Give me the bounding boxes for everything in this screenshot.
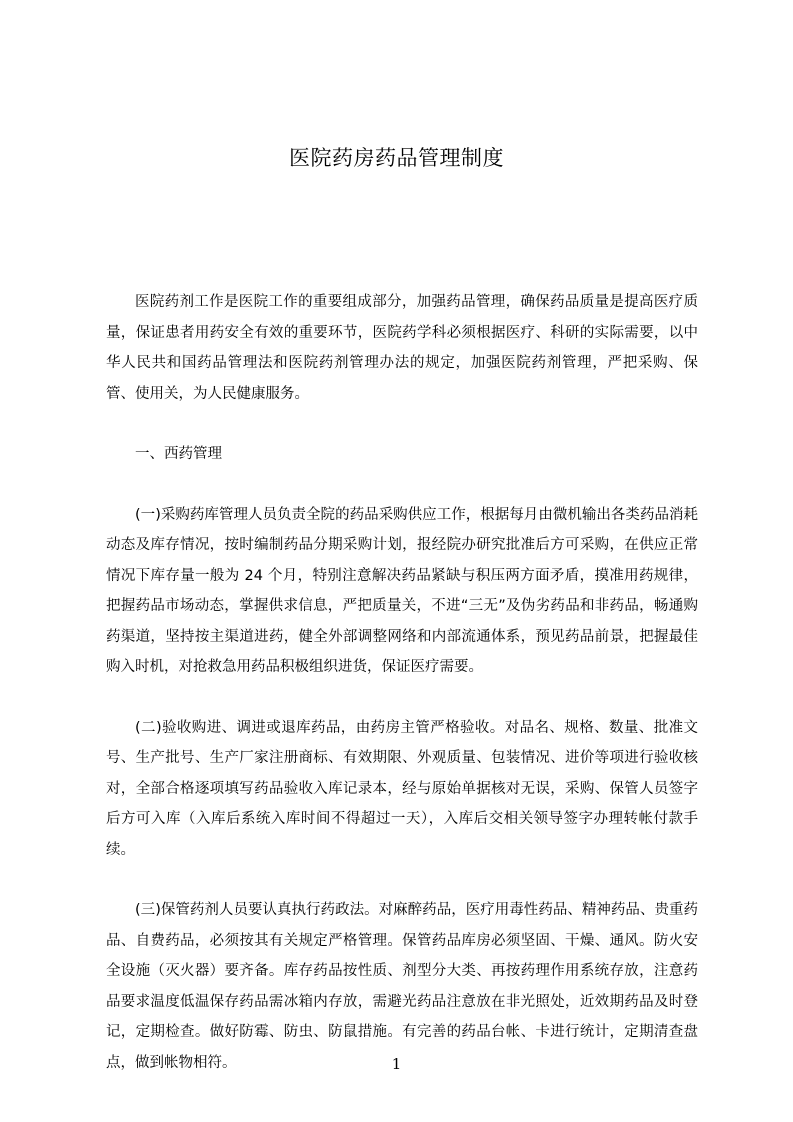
document-body (106, 287, 698, 1108)
storage-paragraph: (三)保管药剂人员要认真执行药政法。对麻醉药品，医疗用毒性药品、精神药品、贵重药品、自费药品，必须按其有关规定严格管理。保管药品库房必须坚固、干燥、通风。防火安全设施（灭火器）要齐备。库存药品按性质、剂型分大类、再按药理作用系统存放，注意药品要求温度低温保存药品需冰箱内存放，需避光药品注意放在非光照处，近效期药品及时登记，定期检查。做好防霉、防虫、防鼠措施。有完善的药品台帐、卡进行统计，定期清查盘点，做到帐物相符。 (106, 902, 698, 1071)
section-heading: 一、西药管理 (135, 446, 222, 462)
page-number: 1 (391, 1055, 402, 1073)
intro-paragraph: 医院药剂工作是医院工作的重要组成部分，加强药品管理，确保药品质量是提高医疗质量，保证患者用药安全有效的重要环节，医院药学科必须根据医疗、科研的实际需要，以中华人民共和国药品管理法和医院药剂管理办法的规定，加强医院药剂管理，严把采购、保管、使用关，为人民健康服务。 (106, 294, 698, 402)
acceptance-paragraph: (二)验收购进、调进或退库药品，由药房主管严格验收。对品名、规格、数量、批准文号、生产批号、生产厂家注册商标、有效期限、外观质量、包装情况、进价等项进行验收核对，全部合格逐项填写药品验收入库记录本，经与原始单据核对无误，采购、保管人员签字后方可入库（入库后系统入库时间不得超过一天），入库后交相关领导签字办理转帐付款手续。 (106, 719, 698, 858)
document-title: 医院药房药品管理制度 (289, 146, 504, 170)
procurement-paragraph: (一)采购药库管理人员负责全院的药品采购供应工作，根据每月由微机输出各类药品消耗动态及库存情况，按时编制药品分期采购计划，报经院办研究批准后方可采购，在供应正常情况下库存量一般为 24 个月，特别注意解决药品紧缺与积压两方面矛盾，摸准用药规律，把握药品市场动态，掌握供求信息，严把质量关，不进“三无”及伪劣药品和非药品，畅通购药渠道，坚持按主渠道进药，健全外部调整网络和内部流通体系，预见药品前景，把握最佳购入时机，对抢救急用药品积极组织进货，保证医疗需要。 (106, 506, 698, 675)
